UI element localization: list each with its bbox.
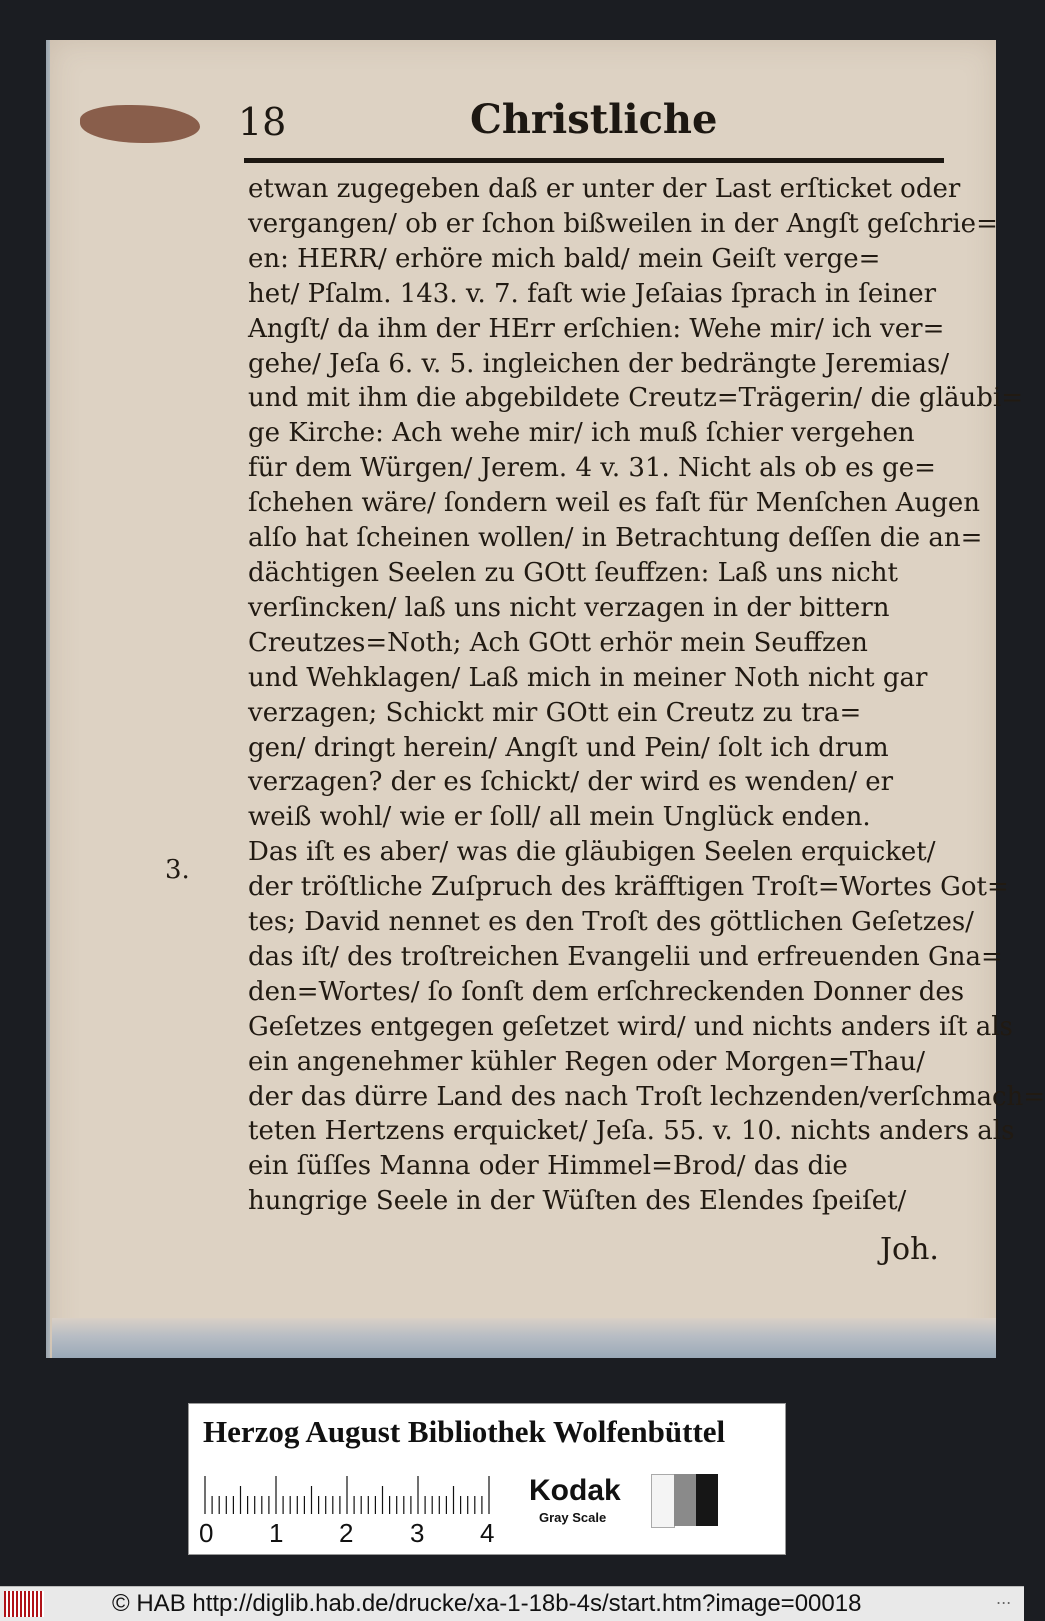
kodak-logo xyxy=(529,1474,639,1526)
text-line: ein ſüſſes Manna oder Himmel=Brod/ das die xyxy=(248,1151,848,1182)
text-line: den=Wortes/ ſo ſonſt dem erſchreckenden Donner des xyxy=(248,976,965,1007)
text-line: teten Hertzens erquicket/ Jeſa. 55. v. 10. nichts anders als xyxy=(248,1116,1015,1147)
page-bottom-edge xyxy=(52,1318,996,1358)
text-line: Angſt/ da ihm der HErr erſchien: Wehe mir/ ich ver= xyxy=(248,313,945,344)
text-line: het/ Pſalm. 143. v. 7. faſt wie Jeſaias ſprach in ſeiner xyxy=(248,278,937,309)
gray-swatch-white xyxy=(651,1474,675,1528)
page-number: 18 xyxy=(238,100,287,144)
text-line: Creutzes=Noth; Ach GOtt erhör mein Seuffzen xyxy=(248,627,868,658)
text-line: tes; David nennet es den Troſt des göttlichen Geſetzes/ xyxy=(248,907,974,938)
footer-copyright-link[interactable]: © HAB http://diglib.hab.de/drucke/xa-1-18b-4s/start.htm?image=00018 xyxy=(112,1590,862,1617)
footer-bar xyxy=(0,1586,1024,1621)
text-line: weiß wohl/ wie er ſoll/ all mein Unglück enden. xyxy=(248,802,871,833)
text-line: der tröſtliche Zuſpruch des kräfftigen Troſt=Wortes Got= xyxy=(248,872,1009,903)
text-line: Geſetzes entgegen geſetzet wird/ und nichts anders iſt als xyxy=(248,1011,1013,1042)
ruler-number: 0 xyxy=(199,1518,214,1548)
text-line: verſincken/ laß uns nicht verzagen in der bittern xyxy=(248,592,890,623)
text-line: ſchehen wäre/ ſondern weil es faſt für Menſchen Augen xyxy=(248,488,980,519)
header-rule xyxy=(244,158,944,163)
kodak-brand: Kodak xyxy=(529,1474,621,1507)
scale-card xyxy=(188,1403,786,1555)
text-line: verzagen; Schickt mir GOtt ein Creutz zu tra= xyxy=(248,697,862,728)
text-line: verzagen? der es ſchickt/ der wird es wenden/ er xyxy=(248,767,894,798)
catchword: Joh. xyxy=(880,1232,939,1267)
text-line: alſo hat ſcheinen wollen/ in Betrachtung deſſen die an= xyxy=(248,523,983,554)
text-line: der das dürre Land des nach Troſt lechzenden/verſchmach= xyxy=(248,1081,1045,1112)
running-head: Christliche xyxy=(470,96,718,143)
text-line: und mit ihm die abgebildete Creutz=Trägerin/ die gläubi= xyxy=(248,383,1024,414)
gray-swatch-mid xyxy=(674,1474,696,1526)
body-text xyxy=(248,172,1045,1219)
more-icon[interactable]: ... xyxy=(996,1589,1012,1608)
text-line: gen/ dringt herein/ Angſt und Pein/ ſolt ich drum xyxy=(248,732,889,763)
text-line: und Wehklagen/ Laß mich in meiner Noth nicht gar xyxy=(248,662,928,693)
library-title: Herzog August Bibliothek Wolfenbüttel xyxy=(203,1414,726,1449)
text-line: ein angenehmer kühler Regen oder Morgen=Thau/ xyxy=(248,1046,925,1077)
text-line: vergangen/ ob er ſchon bißweilen in der Angſt geſchrie= xyxy=(248,208,998,239)
ruler-number: 4 xyxy=(480,1518,495,1548)
text-line: hungrige Seele in der Wüſten des Elendes ſpeiſet/ xyxy=(248,1186,907,1217)
ruler-number: 3 xyxy=(410,1518,425,1548)
text-line: für dem Würgen/ Jerem. 4 v. 31. Nicht als ob es ge= xyxy=(248,453,936,484)
hab-logo-icon xyxy=(4,1591,44,1617)
text-line: en: HERR/ erhöre mich bald/ mein Geiſt verge= xyxy=(248,243,881,274)
text-line: ge Kirche: Ach wehe mir/ ich muß ſchier vergehen xyxy=(248,418,915,449)
ruler-scale xyxy=(203,1474,503,1514)
ruler-number: 1 xyxy=(269,1518,284,1548)
text-line: Das iſt es aber/ was die gläubigen Seelen erquicket/ xyxy=(248,837,936,868)
text-line: das iſt/ des troſtreichen Evangelii und erfreuenden Gna= xyxy=(248,941,1003,972)
text-line: etwan zugegeben daß er unter der Last erſticket oder xyxy=(248,174,961,204)
text-line: gehe/ Jeſa 6. v. 5. ingleichen der bedrängte Jeremias/ xyxy=(248,348,950,379)
text-line: dächtigen Seelen zu GOtt ſeuffzen: Laß uns nicht xyxy=(248,557,898,588)
ruler-number: 2 xyxy=(339,1518,354,1548)
kodak-subtitle: Gray Scale xyxy=(539,1510,607,1525)
margin-number: 3. xyxy=(165,855,190,885)
gray-swatch-black xyxy=(696,1474,718,1526)
